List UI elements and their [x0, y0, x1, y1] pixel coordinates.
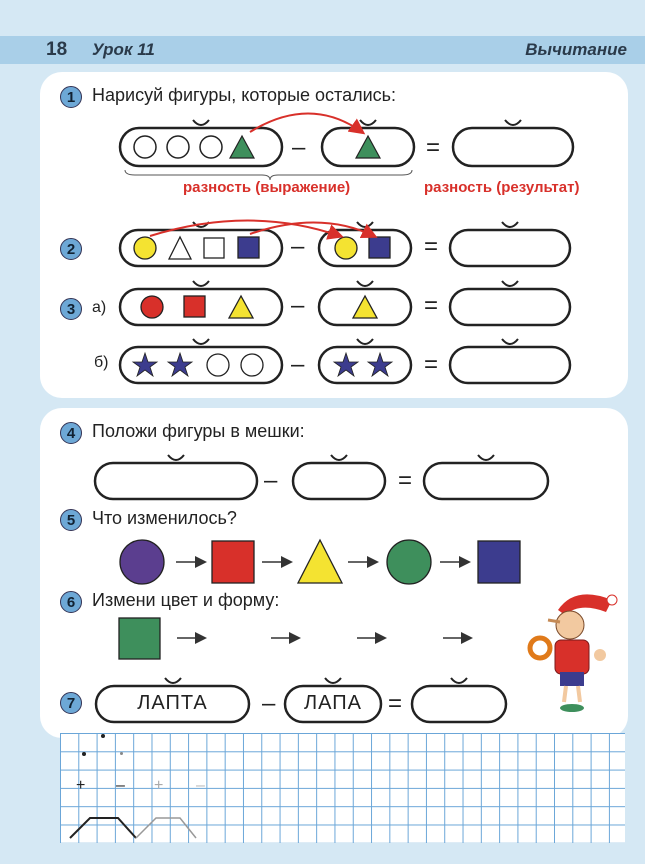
task3b-bag-minuend — [120, 339, 282, 383]
task-7-number: 7 — [60, 692, 82, 714]
star-icon — [133, 353, 157, 376]
task2-bag-subtrahend — [319, 222, 411, 266]
task-1-text: Нарисуй фигуры, которые остались: — [92, 85, 397, 105]
task7-word-subtrahend: ЛАПА — [304, 692, 362, 714]
grid-plus: + — [76, 777, 86, 794]
star-icon — [368, 353, 392, 376]
pinocchio-illustration — [530, 594, 617, 712]
task-3b-label: б) — [94, 354, 109, 371]
task-6-number: 6 — [60, 591, 82, 613]
grid-minus-faint: – — [196, 777, 205, 794]
task-5-number: 5 — [60, 509, 82, 531]
task1-bag-subtrahend — [322, 120, 414, 166]
task-4-number: 4 — [60, 422, 82, 444]
task1-brace — [125, 170, 412, 180]
task2-bag-result — [450, 222, 570, 266]
task3a-bag-minuend — [120, 281, 282, 325]
task7-bag-result — [412, 678, 506, 722]
task3a-bag-subtrahend — [319, 281, 411, 325]
task2-red-arrow-2 — [250, 222, 374, 236]
task5-sequence — [120, 540, 520, 584]
grid-dot — [82, 752, 86, 756]
equals-sign: = — [424, 233, 439, 260]
label-difference-result: разность (результат) — [424, 179, 580, 196]
equals-sign: = — [398, 467, 413, 494]
topic-title: Вычитание — [525, 40, 627, 59]
equals-sign: = — [426, 134, 441, 161]
task4-bag-result — [424, 455, 548, 499]
minus-sign: – — [292, 134, 306, 161]
minus-sign: – — [291, 292, 305, 319]
task-3-number: 3 — [60, 298, 82, 320]
minus-sign: – — [291, 351, 305, 378]
task6-sequence — [119, 618, 470, 659]
task4-bag-subtrahend — [293, 455, 385, 499]
grid-minus: – — [116, 777, 125, 794]
task1-bag-result — [453, 120, 573, 166]
task-5-text: Что изменилось? — [92, 508, 237, 528]
grid-dot — [120, 752, 123, 755]
minus-sign: – — [262, 690, 276, 717]
grid-plus-faint: + — [154, 777, 164, 794]
task-2-number: 2 — [60, 238, 82, 260]
minus-sign: – — [264, 467, 278, 494]
page-number: 18 — [46, 39, 68, 60]
lesson-title: Урок 11 — [92, 40, 155, 59]
star-icon — [334, 353, 358, 376]
equals-sign: = — [424, 292, 439, 319]
task7-word-minuend: ЛАПТА — [137, 692, 208, 714]
grid-dot — [101, 734, 105, 738]
equals-sign: = — [388, 690, 403, 717]
task3b-bag-subtrahend — [319, 339, 411, 383]
task3a-bag-result — [450, 281, 570, 325]
task-1-number: 1 — [60, 86, 82, 108]
minus-sign: – — [291, 233, 305, 260]
task-4-text: Положи фигуры в мешки: — [92, 421, 305, 441]
task-6-text: Измени цвет и форму: — [92, 590, 280, 610]
star-icon — [168, 353, 192, 376]
task2-bag-minuend — [120, 222, 282, 266]
task3b-bag-result — [450, 339, 570, 383]
writing-grid — [60, 733, 625, 843]
label-difference-expression: разность (выражение) — [183, 179, 351, 196]
task4-bag-minuend — [95, 455, 257, 499]
task-3a-label: а) — [92, 299, 107, 316]
equals-sign: = — [424, 351, 439, 378]
